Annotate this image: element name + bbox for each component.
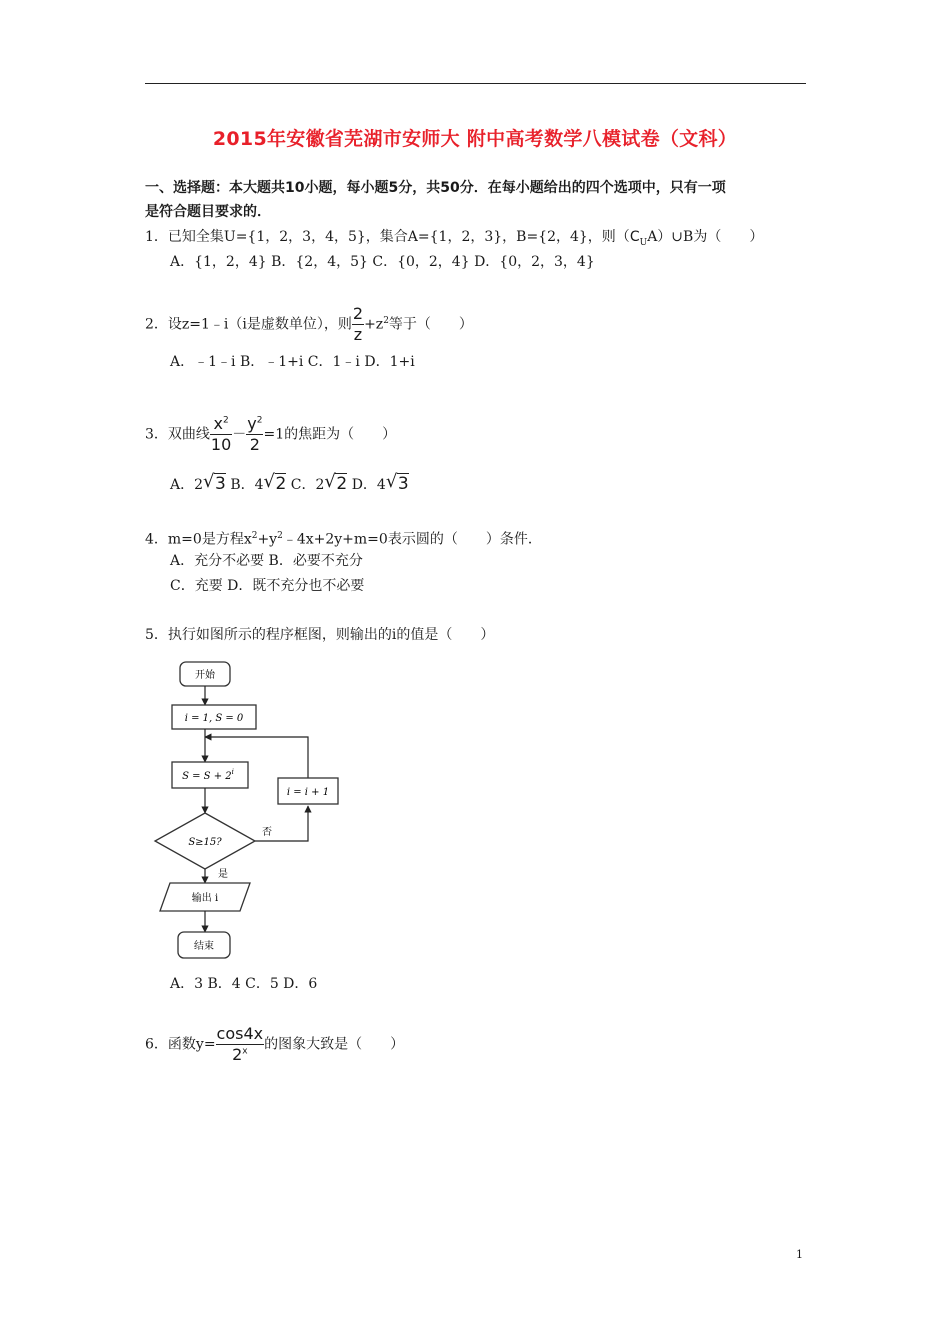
- flow-update-i-label: i = i + 1: [286, 787, 330, 798]
- fraction-2-over-z: $\frac{2}{z}$: [352, 304, 364, 344]
- question-4-options-cd: C．充要 D．既不充分也不必要: [170, 578, 365, 594]
- question-3-options: A．2√ 3 B．4√ 2 C．2√ 2 D．4√ 3: [170, 474, 409, 495]
- flow-output-label: 输出 i: [191, 893, 219, 904]
- section-heading-line1: 一、选择题：本大题共10小题，每小题5分，共50分．在每小题给出的四个选项中，只有一项: [145, 180, 726, 196]
- flow-start-label: 开始: [195, 670, 215, 681]
- question-6: 6．函数y= $\frac{\cos 4x}{2^x}$ 的图象大致是（ ）: [145, 1024, 405, 1064]
- flow-init-label: i = 1, S = 0: [184, 713, 244, 724]
- flow-yes-label: 是: [218, 869, 228, 880]
- question-5: 5．执行如图所示的程序框图，则输出的i的值是（ ）: [145, 627, 495, 643]
- question-5-options: A．3 B．4 C．5 D．6: [170, 976, 318, 992]
- paper-title: 2015年安徽省芜湖市安师大 附中高考数学八模试卷（文科）: [212, 128, 738, 150]
- sqrt-2: √ 2: [265, 474, 287, 494]
- question-1-options: A．{1，2，4} B．{2，4，5} C．{0，2，4} D．{0，2，3，4}: [170, 254, 595, 270]
- fraction-cos4x-over-2x: $\frac{\cos 4x}{2^x}$: [216, 1024, 264, 1064]
- flow-condition-label: S≥15?: [188, 837, 222, 848]
- page-number: 1: [796, 1248, 803, 1261]
- question-4: 4．m=0是方程$x^2+y^2﹣4x+2y+m=0$表示圆的（ ）条件．: [145, 531, 542, 548]
- question-1: 1．已知全集U={1，2，3，4，5}，集合A={1，2，3}，B={2，4}，则$(C_UA)\cup B$为（ ）: [145, 229, 764, 248]
- flow-end-label: 结束: [194, 941, 214, 952]
- flow-no-label: 否: [262, 827, 272, 838]
- question-2: 2．设z=1﹣i（i是虚数单位），则 $\frac{2}{z}$ $+z^2$等于（ ）: [145, 304, 473, 344]
- section-heading-line2: 是符合题目要求的．: [145, 204, 271, 220]
- fraction-x2-over-10: $\frac{x^2}{10}$: [210, 414, 232, 454]
- header-rule: [145, 83, 806, 84]
- sqrt-3: √ 3: [204, 474, 226, 494]
- flowchart: [140, 655, 360, 965]
- question-2-options: A．﹣1﹣i B．﹣1+i C．1﹣i D．1+i: [170, 354, 415, 370]
- sqrt-2: √ 2: [325, 474, 347, 494]
- question-3: 3．双曲线 $\frac{x^2}{10}$ － $\frac{y^2}{2}$ =1的焦距为（ ）: [145, 414, 397, 454]
- flow-update-s-label: $S = S + 2^i$: [182, 768, 234, 782]
- fraction-y2-over-2: $\frac{y^2}{2}$: [247, 414, 263, 454]
- sqrt-3: √ 3: [387, 474, 409, 494]
- question-4-options-ab: A．充分不必要 B．必要不充分: [170, 553, 363, 569]
